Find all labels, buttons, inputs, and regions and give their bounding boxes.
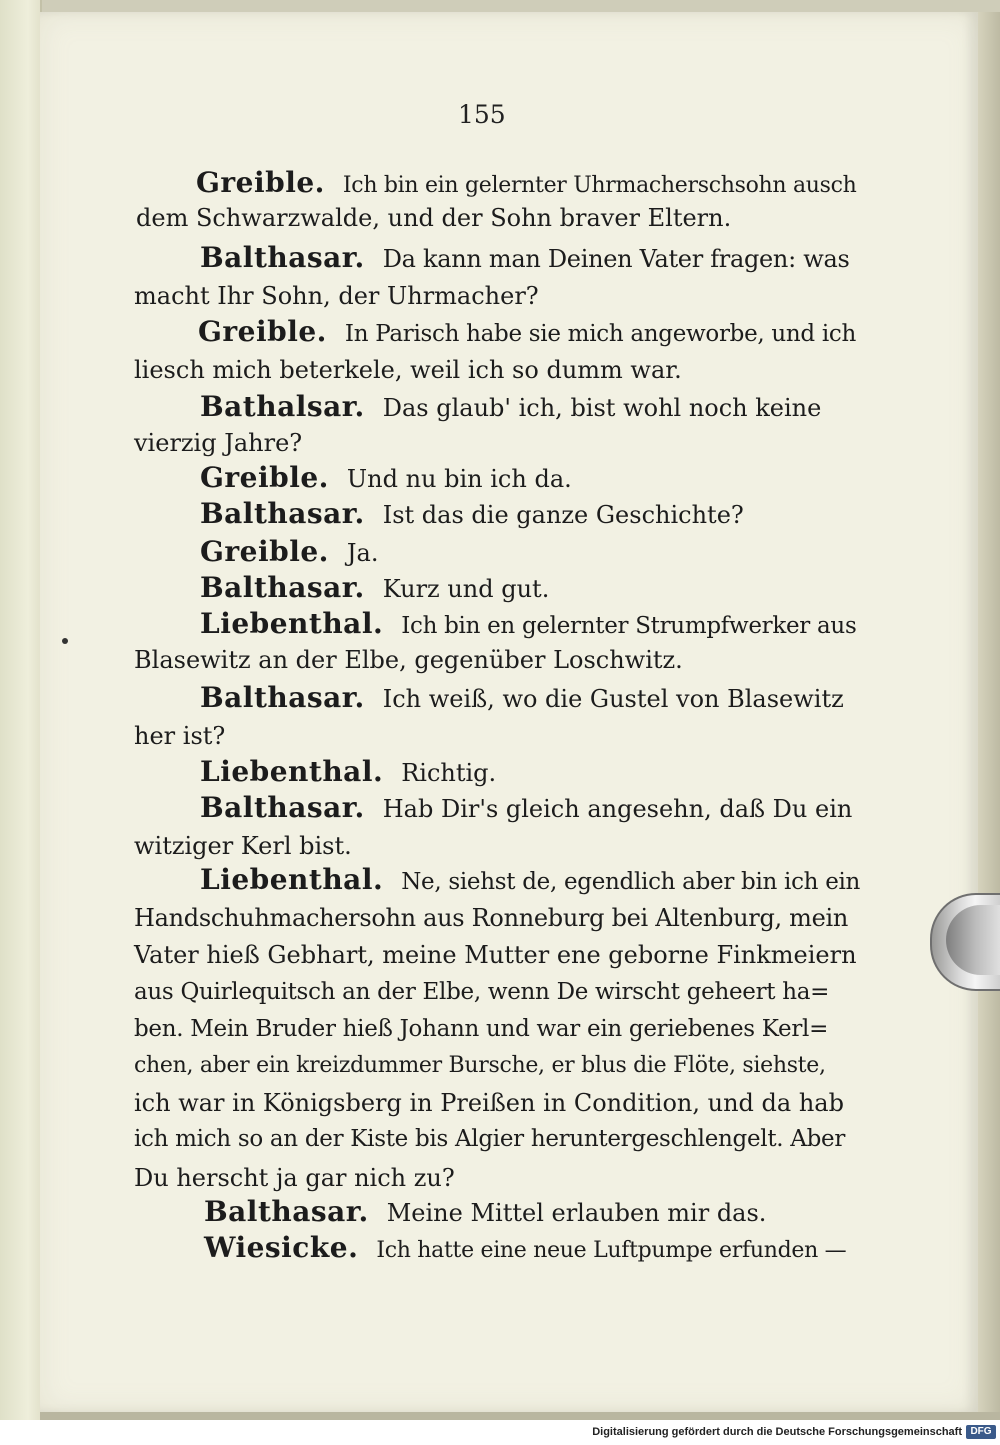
line-text: Da kann man Deinen Vater fragen: was <box>382 245 850 273</box>
speaker-name: Balthasar. <box>204 1195 369 1228</box>
line-text: Richtig. <box>401 759 497 787</box>
line-text: macht Ihr Sohn, der Uhrmacher? <box>134 282 539 310</box>
line-text: ich war in Königsberg in Preißen in Condition, und da hab <box>134 1089 844 1117</box>
speaker-name: Wiesicke. <box>204 1231 359 1264</box>
line-text: Ich bin ein gelernter Uhrmacherschsohn ausch <box>342 173 857 198</box>
text-line <box>200 683 844 714</box>
line-text: Du herscht ja gar nich zu? <box>134 1164 455 1192</box>
text-line <box>200 757 496 788</box>
line-text: Ich bin en gelernter Strumpfwerker aus <box>401 613 857 639</box>
line-text: Meine Mittel erlauben mir das. <box>386 1199 767 1227</box>
line-text: her ist? <box>134 722 226 750</box>
line-text: chen, aber ein kreizdummer Bursche, er blus die Flöte, siehste, <box>134 1053 826 1078</box>
text-line <box>200 537 378 568</box>
text-line <box>200 865 860 897</box>
text-line <box>200 793 852 824</box>
text-line <box>134 355 682 385</box>
line-text: Vater hieß Gebhart, meine Mutter ene geborne Finkmeiern <box>134 941 857 969</box>
text-line <box>134 1124 845 1154</box>
line-text: Handschuhmachersohn aus Ronneburg bei Altenburg, mein <box>134 904 849 932</box>
funding-credit: Digitalisierung gefördert durch die Deutsche Forschungsgemeinschaft <box>592 1426 962 1438</box>
speaker-name: Balthasar. <box>200 241 365 274</box>
text-line <box>200 392 821 423</box>
line-text: ben. Mein Bruder hieß Johann und war ein geriebenes Kerl= <box>134 1016 829 1042</box>
text-line <box>200 243 849 274</box>
dfg-logo-icon: DFG <box>966 1425 996 1439</box>
text-line <box>204 1233 846 1266</box>
speaker-name: Balthasar. <box>200 681 365 714</box>
line-text: Ich weiß, wo die Gustel von Blasewitz <box>382 685 844 713</box>
speaker-name: Greible. <box>200 535 329 568</box>
text-line <box>134 940 857 970</box>
line-text: ich mich so an der Kiste bis Algier heruntergeschlengelt. Aber <box>134 1126 846 1152</box>
text-line <box>134 1163 455 1193</box>
line-text: Ist das die ganze Geschichte? <box>382 501 744 529</box>
text-line <box>204 1197 766 1228</box>
speaker-name: Liebenthal. <box>200 607 384 640</box>
line-text: Ne, siehst de, egendlich aber bin ich ein <box>401 869 861 895</box>
page-number: 155 <box>458 100 506 129</box>
line-text: Und nu bin ich da. <box>346 465 572 493</box>
text-line <box>134 721 225 751</box>
text-line <box>134 281 539 311</box>
line-text: Das glaub' ich, bist wohl noch keine <box>382 394 822 422</box>
speaker-name: Liebenthal. <box>200 863 384 896</box>
line-text: vierzig Jahre? <box>134 429 303 457</box>
line-text: Blasewitz an der Elbe, gegenüber Loschwitz. <box>134 646 683 674</box>
line-text: Ich hatte eine neue Luftpumpe erfunden — <box>376 1238 847 1263</box>
text-line <box>200 609 856 641</box>
text-line <box>200 499 744 530</box>
line-text: Hab Dir's gleich angesehn, daß Du ein <box>382 795 853 823</box>
line-text: liesch mich beterkele, weil ich so dumm war. <box>134 356 682 384</box>
text-line <box>134 1088 844 1118</box>
text-line <box>134 428 302 458</box>
text-line <box>200 573 549 604</box>
speaker-name: Bathalsar. <box>200 390 365 423</box>
text-line <box>134 831 352 861</box>
line-text: In Parisch habe sie mich angeworbe, und ich <box>344 321 857 347</box>
speaker-name: Greible. <box>196 166 325 199</box>
text-line <box>134 1014 828 1044</box>
text-line <box>196 168 857 201</box>
speaker-name: Balthasar. <box>200 571 365 604</box>
text-line <box>198 317 856 349</box>
speaker-name: Balthasar. <box>200 791 365 824</box>
line-text: aus Quirlequitsch an der Elbe, wenn De wirscht geheert ha= <box>134 979 830 1005</box>
line-text: Ja. <box>346 539 379 567</box>
text-line <box>200 463 572 494</box>
speaker-name: Liebenthal. <box>200 755 384 788</box>
speaker-name: Balthasar. <box>200 497 365 530</box>
text-line <box>134 903 848 933</box>
speaker-name: Greible. <box>198 315 327 348</box>
text-line <box>136 203 731 233</box>
speaker-name: Greible. <box>200 461 329 494</box>
line-text: witziger Kerl bist. <box>134 832 352 860</box>
text-line <box>134 645 683 675</box>
line-text: dem Schwarzwalde, und der Sohn braver Eltern. <box>136 204 732 232</box>
text-line <box>134 977 829 1007</box>
text-line <box>134 1051 826 1081</box>
line-text: Kurz und gut. <box>382 575 550 603</box>
